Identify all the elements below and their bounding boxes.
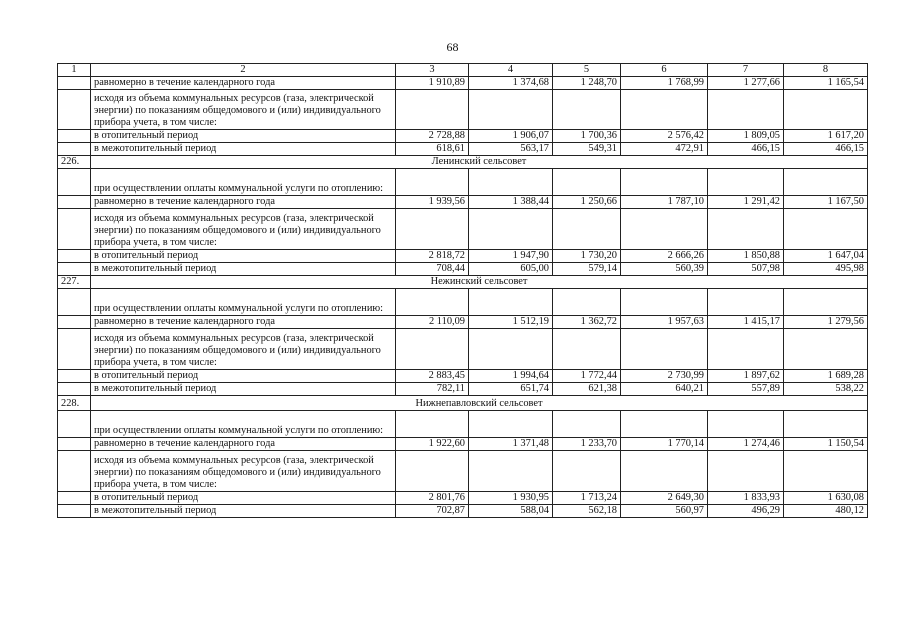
row-label: равномерно в течение календарного года [91, 438, 396, 451]
value-cell: 549,31 [553, 143, 621, 156]
value-cell [469, 451, 553, 492]
row-index-cell [58, 143, 91, 156]
value-cell: 1 897,62 [708, 370, 784, 383]
value-cell: 1 713,24 [553, 492, 621, 505]
value-cell [708, 209, 784, 250]
value-cell [469, 411, 553, 438]
row-index-cell [58, 250, 91, 263]
value-cell [396, 289, 469, 316]
row-index-cell [58, 263, 91, 276]
value-cell: 1 700,36 [553, 130, 621, 143]
value-cell [396, 90, 469, 130]
section-title: Ленинский сельсовет [91, 156, 868, 169]
value-cell: 1 415,17 [708, 316, 784, 329]
value-cell [621, 411, 708, 438]
value-cell: 579,14 [553, 263, 621, 276]
row-label: в отопительный период [91, 130, 396, 143]
value-cell: 1 930,95 [469, 492, 553, 505]
table-row [58, 370, 868, 383]
value-cell [553, 289, 621, 316]
value-cell: 560,39 [621, 263, 708, 276]
row-label: в межотопительный период [91, 505, 396, 518]
table-row [58, 143, 868, 156]
row-index-cell [58, 196, 91, 209]
value-cell: 557,89 [708, 383, 784, 396]
value-cell: 495,98 [784, 263, 868, 276]
value-cell: 538,22 [784, 383, 868, 396]
row-label: в отопительный период [91, 370, 396, 383]
value-cell: 1 165,54 [784, 77, 868, 90]
column-header: 6 [621, 64, 708, 77]
value-cell: 651,74 [469, 383, 553, 396]
column-header: 7 [708, 64, 784, 77]
value-cell [621, 169, 708, 196]
value-cell: 563,17 [469, 143, 553, 156]
value-cell: 1 250,66 [553, 196, 621, 209]
table-row [58, 316, 868, 329]
table-row [58, 383, 868, 396]
row-index-cell [58, 411, 91, 438]
value-cell: 480,12 [784, 505, 868, 518]
value-cell: 1 371,48 [469, 438, 553, 451]
value-cell: 1 291,42 [708, 196, 784, 209]
row-index-cell [58, 329, 91, 370]
table-subheading-row [58, 169, 868, 196]
row-label: исходя из объема коммунальных ресурсов (газа, электрической энергии) по показаниям общедомового и (или) индивидуального прибора учета, в том числе: [91, 90, 396, 130]
column-header: 5 [553, 64, 621, 77]
value-cell [784, 169, 868, 196]
value-cell: 1 617,20 [784, 130, 868, 143]
value-cell [469, 209, 553, 250]
section-number: 228. [58, 396, 91, 411]
value-cell [621, 209, 708, 250]
tariff-table [57, 63, 868, 518]
row-index-cell [58, 505, 91, 518]
value-cell: 2 883,45 [396, 370, 469, 383]
value-cell: 1 787,10 [621, 196, 708, 209]
row-index-cell [58, 289, 91, 316]
value-cell: 1 150,54 [784, 438, 868, 451]
section-row [58, 156, 868, 169]
value-cell [708, 411, 784, 438]
value-cell: 588,04 [469, 505, 553, 518]
table-row [58, 196, 868, 209]
value-cell: 1 248,70 [553, 77, 621, 90]
value-cell: 1 374,68 [469, 77, 553, 90]
value-cell: 1 957,63 [621, 316, 708, 329]
value-cell: 2 576,42 [621, 130, 708, 143]
value-cell: 1 833,93 [708, 492, 784, 505]
section-title: Нижнепавловский сельсовет [91, 396, 868, 411]
table-subheading-row [58, 209, 868, 250]
value-cell: 1 770,14 [621, 438, 708, 451]
row-label: в межотопительный период [91, 143, 396, 156]
value-cell: 1 274,46 [708, 438, 784, 451]
value-cell [708, 90, 784, 130]
value-cell: 708,44 [396, 263, 469, 276]
column-header: 4 [469, 64, 553, 77]
row-index-cell [58, 438, 91, 451]
row-label: равномерно в течение календарного года [91, 77, 396, 90]
value-cell [784, 329, 868, 370]
row-index-cell [58, 90, 91, 130]
row-label: исходя из объема коммунальных ресурсов (газа, электрической энергии) по показаниям общедомового и (или) индивидуального прибора учета, в том числе: [91, 451, 396, 492]
column-header: 8 [784, 64, 868, 77]
table-subheading-row [58, 329, 868, 370]
value-cell [784, 209, 868, 250]
value-cell [708, 289, 784, 316]
value-cell: 2 818,72 [396, 250, 469, 263]
table-row [58, 505, 868, 518]
value-cell: 782,11 [396, 383, 469, 396]
value-cell [396, 411, 469, 438]
value-cell: 1 630,08 [784, 492, 868, 505]
section-row [58, 276, 868, 289]
value-cell: 1 362,72 [553, 316, 621, 329]
value-cell [469, 329, 553, 370]
page-number: 68 [446, 40, 459, 54]
value-cell: 1 772,44 [553, 370, 621, 383]
value-cell: 1 512,19 [469, 316, 553, 329]
value-cell: 1 922,60 [396, 438, 469, 451]
value-cell [784, 411, 868, 438]
section-number: 227. [58, 276, 91, 289]
value-cell [784, 289, 868, 316]
value-cell: 562,18 [553, 505, 621, 518]
row-label: в межотопительный период [91, 263, 396, 276]
value-cell: 2 110,09 [396, 316, 469, 329]
section-number: 226. [58, 156, 91, 169]
row-label: при осуществлении оплаты коммунальной услуги по отоплению: [91, 169, 396, 196]
value-cell [553, 90, 621, 130]
row-index-cell [58, 77, 91, 90]
value-cell: 1 730,20 [553, 250, 621, 263]
table-subheading-row [58, 411, 868, 438]
table-subheading-row [58, 90, 868, 130]
section-row [58, 396, 868, 411]
value-cell: 1 768,99 [621, 77, 708, 90]
value-cell: 496,29 [708, 505, 784, 518]
value-cell: 1 994,64 [469, 370, 553, 383]
value-cell: 466,15 [784, 143, 868, 156]
row-index-cell [58, 209, 91, 250]
row-index-cell [58, 383, 91, 396]
value-cell [396, 451, 469, 492]
value-cell: 1 850,88 [708, 250, 784, 263]
value-cell [553, 329, 621, 370]
value-cell [708, 169, 784, 196]
value-cell: 1 947,90 [469, 250, 553, 263]
row-index-cell [58, 130, 91, 143]
value-cell [621, 289, 708, 316]
value-cell [621, 451, 708, 492]
row-label: в межотопительный период [91, 383, 396, 396]
value-cell [553, 411, 621, 438]
value-cell [553, 451, 621, 492]
value-cell: 621,38 [553, 383, 621, 396]
row-label: в отопительный период [91, 250, 396, 263]
row-label: при осуществлении оплаты коммунальной услуги по отоплению: [91, 411, 396, 438]
row-index-cell [58, 451, 91, 492]
value-cell: 472,91 [621, 143, 708, 156]
value-cell: 1 809,05 [708, 130, 784, 143]
value-cell: 1 233,70 [553, 438, 621, 451]
value-cell: 2 666,26 [621, 250, 708, 263]
value-cell: 560,97 [621, 505, 708, 518]
column-header: 1 [58, 64, 91, 77]
table-row [58, 130, 868, 143]
value-cell [708, 451, 784, 492]
value-cell [469, 289, 553, 316]
value-cell [553, 169, 621, 196]
value-cell: 640,21 [621, 383, 708, 396]
row-label: в отопительный период [91, 492, 396, 505]
value-cell [708, 329, 784, 370]
value-cell: 605,00 [469, 263, 553, 276]
value-cell [621, 329, 708, 370]
value-cell [553, 209, 621, 250]
value-cell [396, 329, 469, 370]
value-cell [784, 90, 868, 130]
column-header: 2 [91, 64, 396, 77]
value-cell: 2 728,88 [396, 130, 469, 143]
value-cell [784, 451, 868, 492]
column-number-row [58, 64, 868, 77]
row-label: при осуществлении оплаты коммунальной услуги по отоплению: [91, 289, 396, 316]
row-index-cell [58, 492, 91, 505]
table-subheading-row [58, 289, 868, 316]
table-subheading-row [58, 451, 868, 492]
row-index-cell [58, 370, 91, 383]
row-label: равномерно в течение календарного года [91, 316, 396, 329]
value-cell [396, 209, 469, 250]
table-row [58, 492, 868, 505]
value-cell: 1 647,04 [784, 250, 868, 263]
value-cell: 1 939,56 [396, 196, 469, 209]
table-row [58, 250, 868, 263]
value-cell [621, 90, 708, 130]
row-index-cell [58, 169, 91, 196]
row-label: исходя из объема коммунальных ресурсов (газа, электрической энергии) по показаниям общедомового и (или) индивидуального прибора учета, в том числе: [91, 329, 396, 370]
row-index-cell [58, 316, 91, 329]
value-cell [469, 90, 553, 130]
value-cell: 1 277,66 [708, 77, 784, 90]
value-cell: 466,15 [708, 143, 784, 156]
row-label: равномерно в течение календарного года [91, 196, 396, 209]
table-row [58, 77, 868, 90]
value-cell: 1 689,28 [784, 370, 868, 383]
value-cell: 618,61 [396, 143, 469, 156]
column-header: 3 [396, 64, 469, 77]
value-cell: 702,87 [396, 505, 469, 518]
section-title: Нежинский сельсовет [91, 276, 868, 289]
value-cell: 507,98 [708, 263, 784, 276]
value-cell: 1 167,50 [784, 196, 868, 209]
value-cell: 2 801,76 [396, 492, 469, 505]
table-body [58, 77, 868, 518]
table-row [58, 438, 868, 451]
table-row [58, 263, 868, 276]
value-cell [396, 169, 469, 196]
value-cell: 1 388,44 [469, 196, 553, 209]
value-cell: 2 730,99 [621, 370, 708, 383]
row-label: исходя из объема коммунальных ресурсов (газа, электрической энергии) по показаниям общедомового и (или) индивидуального прибора учета, в том числе: [91, 209, 396, 250]
value-cell: 2 649,30 [621, 492, 708, 505]
value-cell: 1 910,89 [396, 77, 469, 90]
value-cell [469, 169, 553, 196]
value-cell: 1 279,56 [784, 316, 868, 329]
value-cell: 1 906,07 [469, 130, 553, 143]
